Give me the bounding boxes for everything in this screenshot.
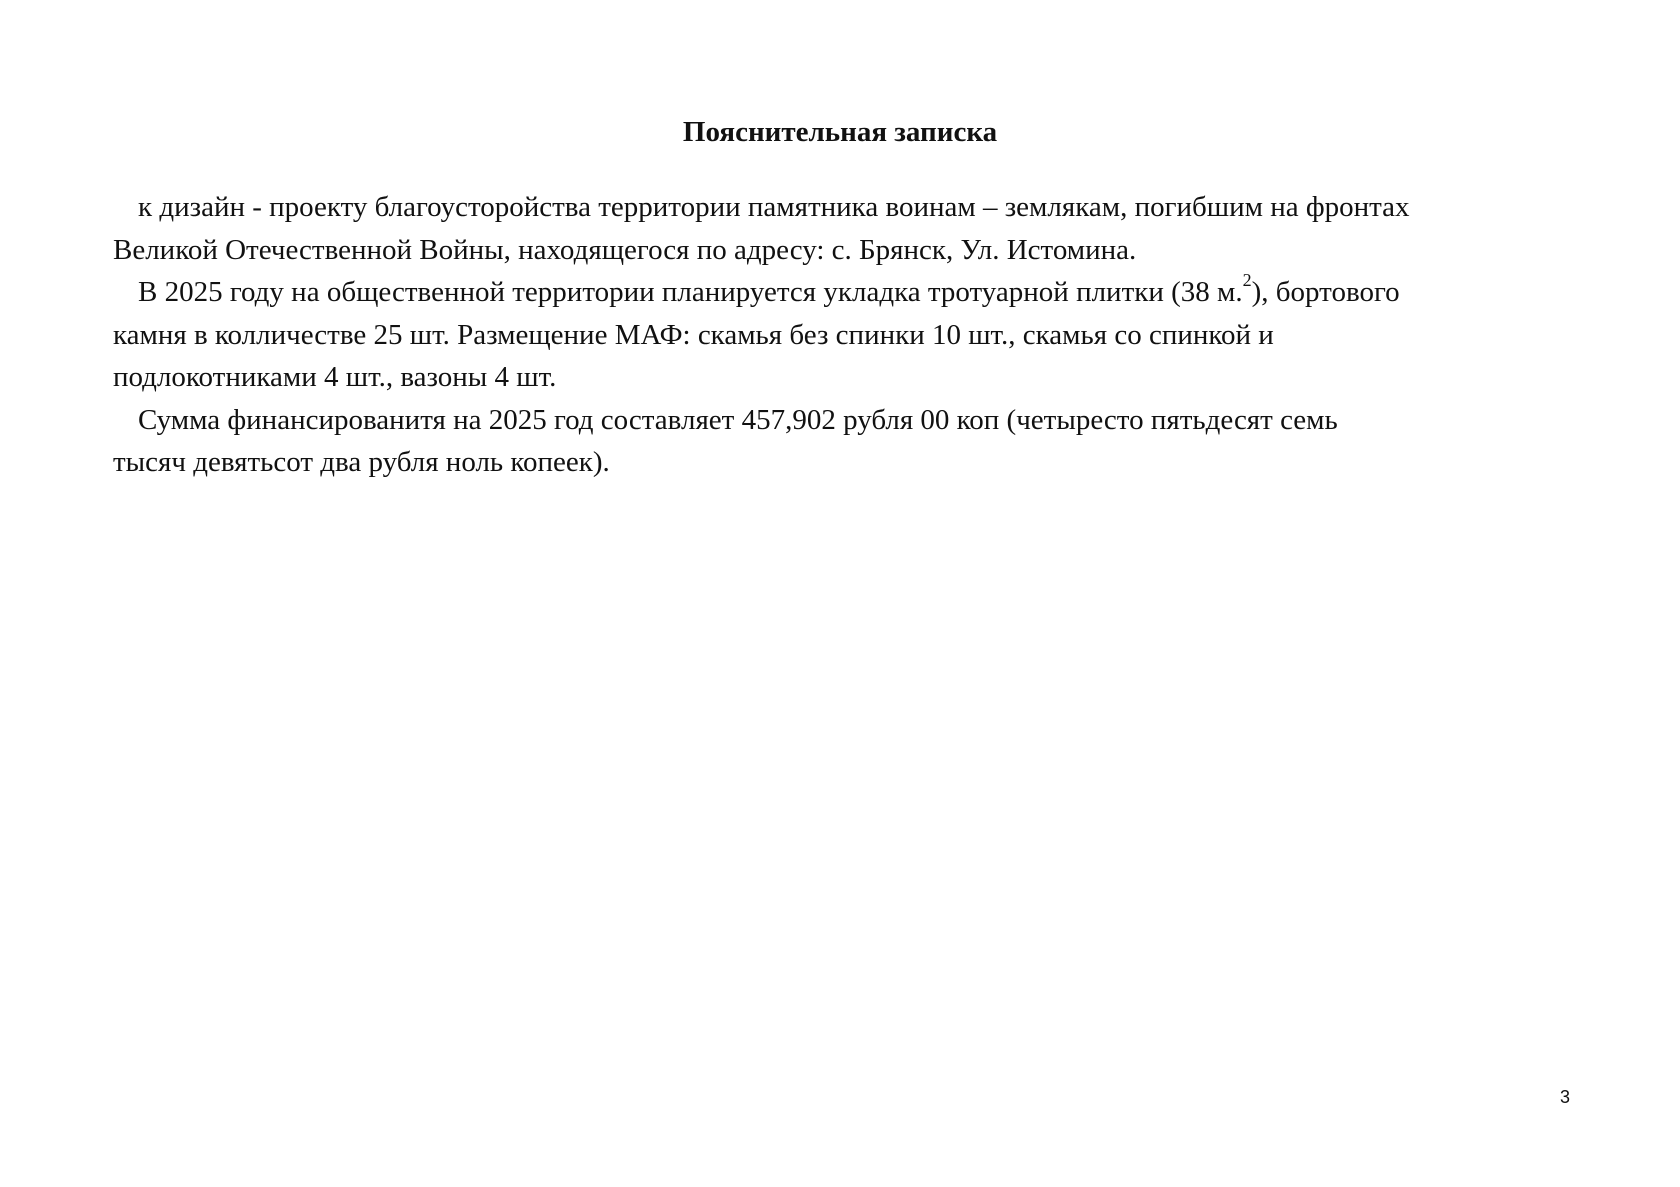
paragraph-line: камня в колличестве 25 шт. Размещение МАФ: скамья без спинки 10 шт., скамья со спинкой и — [113, 318, 1274, 351]
paragraph-line: тысяч девятьсот два рубля ноль копеек). — [113, 446, 610, 478]
paragraph-project-description — [113, 186, 1573, 271]
paragraph-text: ), бортового — [1251, 276, 1400, 308]
page-number: 3 — [1560, 1087, 1571, 1107]
document-title: Пояснительная записка — [682, 116, 998, 148]
paragraph-financing — [113, 399, 1573, 484]
paragraph-line: Великой Отечественной Войны, находящегося по адресу: с. Брянск, Ул. Истомина. — [113, 233, 1137, 266]
superscript-text: 2 — [1242, 270, 1252, 291]
paragraph-line: подлокотниками 4 шт., вазоны 4 шт. — [113, 361, 557, 393]
paragraph-line: Сумма финансированитя на 2025 год составляет 457,902 рубля 00 коп (четыресто пятьдесят семь — [138, 403, 1338, 436]
paragraph-works-planned — [113, 271, 1573, 399]
document-body — [113, 186, 1573, 484]
paragraph-text: В 2025 году на общественной территории планируется укладка тротуарной плитки (38 м. — [138, 276, 1243, 308]
paragraph-line — [113, 271, 1573, 314]
paragraph-line: к дизайн - проекту благоусторойства территории памятника воинам – землякам, погибшим на фронтах — [138, 191, 1410, 223]
